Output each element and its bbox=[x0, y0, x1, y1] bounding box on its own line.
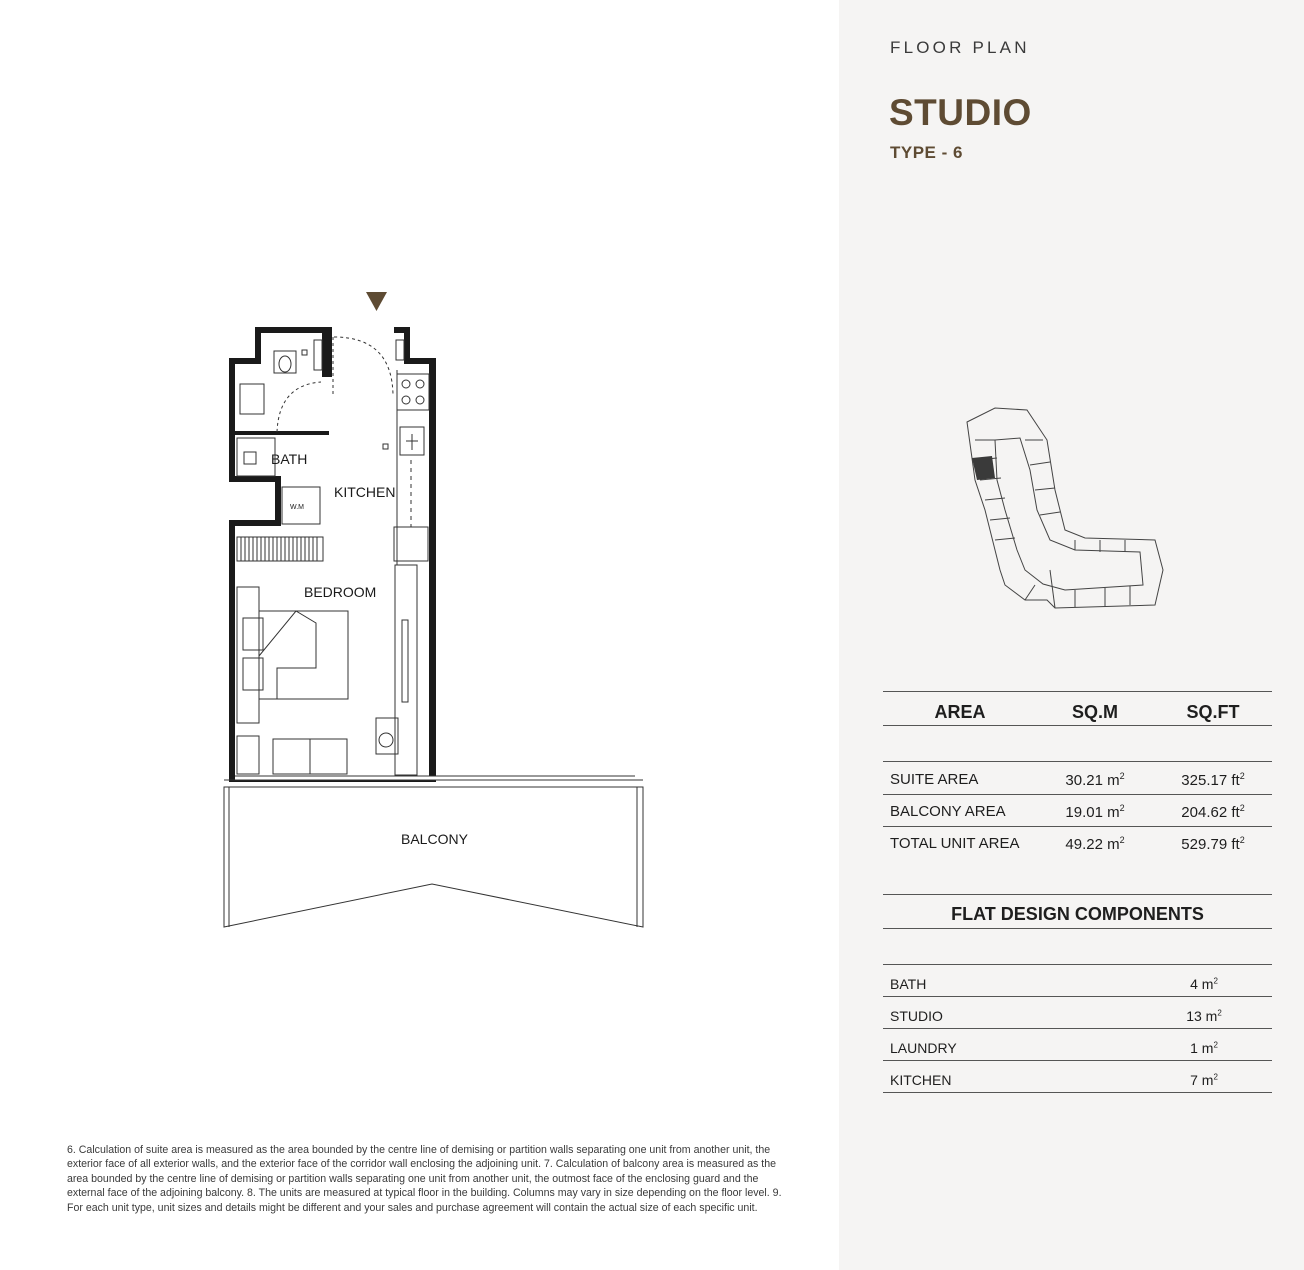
balcony-area-label: BALCONY AREA bbox=[890, 803, 1006, 820]
table-rule bbox=[883, 928, 1272, 929]
total-area-label: TOTAL UNIT AREA bbox=[890, 835, 1020, 852]
table-rule bbox=[883, 964, 1272, 965]
balcony-area-sqft: 204.62 $ft^2$ bbox=[1181, 803, 1245, 821]
total-area-sqm: 49.22 $m^2$ bbox=[1065, 835, 1125, 853]
component-value: 4 $m^2$ bbox=[1190, 976, 1218, 992]
table-rule bbox=[883, 761, 1272, 762]
room-label-kitchen: KITCHEN bbox=[334, 484, 396, 500]
highlighted-unit bbox=[972, 456, 995, 480]
suite-area-sqm: 30.21 $m^2$ bbox=[1065, 771, 1125, 789]
table-rule bbox=[883, 1092, 1272, 1093]
table-rule bbox=[883, 794, 1272, 795]
floor-plan bbox=[0, 0, 820, 960]
table-rule bbox=[883, 691, 1272, 692]
room-label-balcony: BALCONY bbox=[401, 831, 468, 847]
unit-title: STUDIO bbox=[889, 92, 1032, 133]
table-rule bbox=[883, 1060, 1272, 1061]
suite-area-sqft: 325.17 $ft^2$ bbox=[1181, 771, 1245, 789]
sqft-header: SQ.FT bbox=[1186, 702, 1240, 722]
component-label: LAUNDRY bbox=[890, 1040, 957, 1056]
component-value: 1 $m^2$ bbox=[1190, 1040, 1218, 1056]
room-label-bath: BATH bbox=[271, 451, 308, 467]
component-label: KITCHEN bbox=[890, 1072, 952, 1088]
unit-type: TYPE - 6 bbox=[890, 143, 963, 162]
table-rule bbox=[883, 894, 1272, 895]
table-rule bbox=[883, 996, 1272, 997]
table-rule bbox=[883, 1028, 1272, 1029]
sqm-header: SQ.M bbox=[1071, 702, 1118, 722]
table-rule bbox=[883, 725, 1272, 726]
key-plan-map bbox=[955, 400, 1170, 615]
component-value: 7 $m^2$ bbox=[1190, 1072, 1218, 1088]
area-header: AREA bbox=[934, 702, 986, 722]
suite-area-label: SUITE AREA bbox=[890, 771, 979, 788]
component-label: STUDIO bbox=[890, 1008, 943, 1024]
room-label-bedroom: BEDROOM bbox=[304, 584, 377, 600]
component-label: BATH bbox=[890, 976, 927, 992]
footnote: 6. Calculation of suite area is measured as the area bounded by the centre line of demising or partition walls separating one unit from another unit, the exterior face of all exterior walls, and the exterior face of the corridor wall enclosing the adjoining unit. 7. Calculation of balcony area is measured as the area bounded by the centre line of demising or partition walls separating one unit from another unit, the outmost face of the enclosing guard and the external face of the adjoining balcony. 8. The units are measured at typical floor in the building. Columns may vary in size depending on the floor level. 9. For each unit type, unit sizes and details might be different and your sales and purchase agreement will contain the actual size of each specific unit. bbox=[67, 1144, 782, 1214]
entry-arrow-icon bbox=[366, 292, 387, 311]
section-eyebrow: FLOOR PLAN bbox=[890, 38, 1030, 57]
room-label-wm: W.M bbox=[290, 504, 304, 511]
total-area-sqft: 529.79 $ft^2$ bbox=[1181, 835, 1245, 853]
table-rule bbox=[883, 826, 1272, 827]
balcony-area-sqm: 19.01 $m^2$ bbox=[1065, 803, 1125, 821]
component-value: 13 $m^2$ bbox=[1186, 1008, 1222, 1024]
components-title: FLAT DESIGN COMPONENTS bbox=[951, 904, 1204, 924]
